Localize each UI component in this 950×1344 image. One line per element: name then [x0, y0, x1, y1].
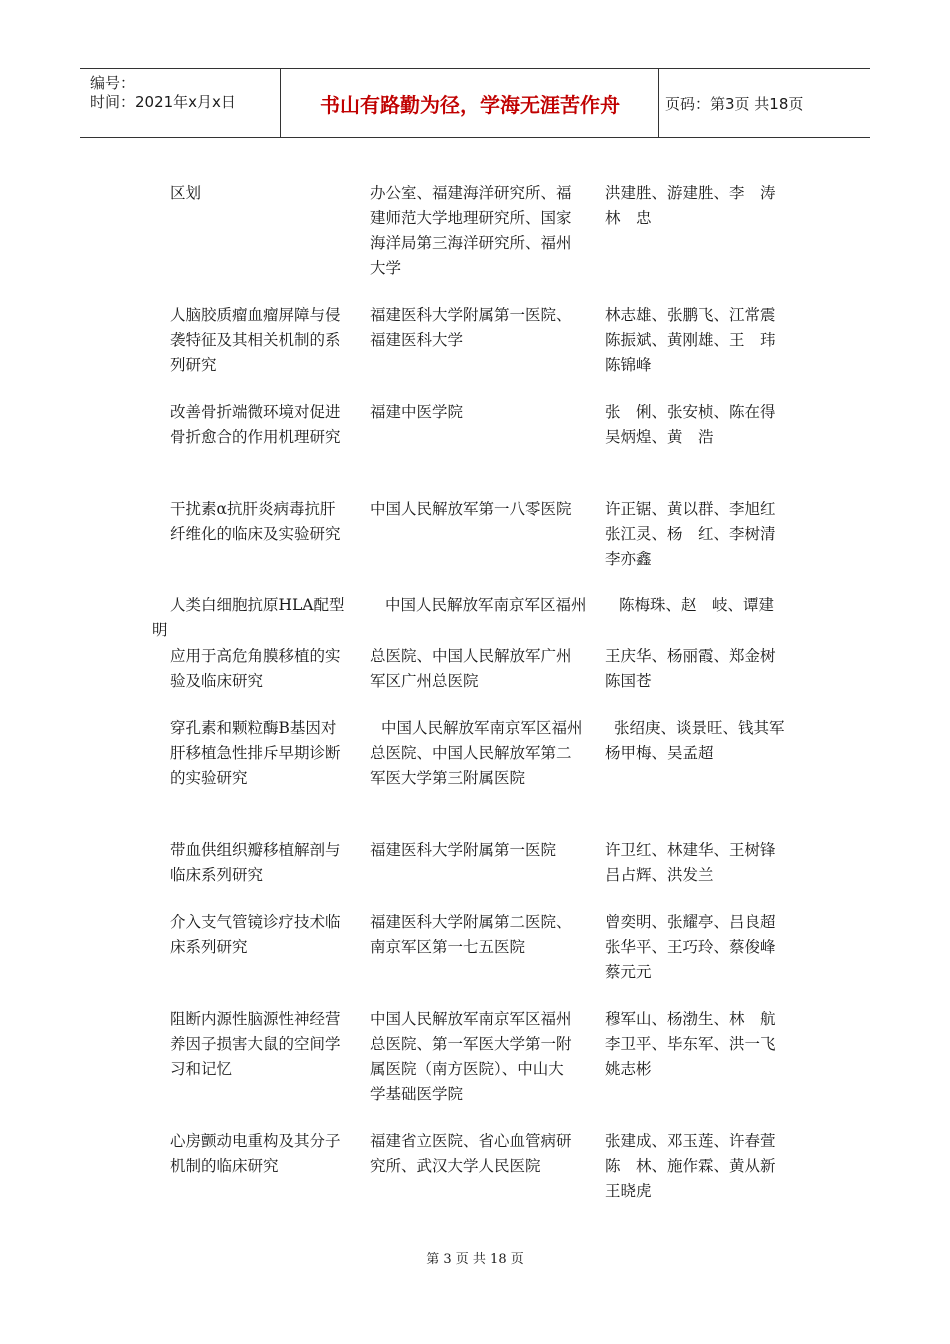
entry-people-line: 陈梅珠、赵 岐、谭建 — [619, 596, 775, 614]
header-page-label: 页码：第3页 共18页 — [665, 95, 804, 113]
entry-org: 办公室、福建海洋研究所、福 建师范大学地理研究所、国家 海洋局第三海洋研究所、福州 大学 — [370, 184, 572, 277]
entry-people: 曾奕明、张耀亭、吕良超 张华平、王巧玲、蔡俊峰 蔡元元 — [605, 913, 776, 981]
entry-people: 许卫红、林建华、王树锋 吕占辉、洪发兰 — [605, 841, 776, 884]
entry-org: 福建医科大学附属第二医院、 南京军区第一七五医院 — [370, 913, 572, 956]
entry-org: 福建医科大学附属第一医院、 福建医科大学 — [370, 306, 572, 349]
header-divider — [658, 69, 659, 137]
entry-org: 总医院、中国人民解放军第二 军医大学第三附属医院 — [370, 744, 572, 787]
entry-title: 区划 — [170, 184, 202, 202]
page-header — [80, 68, 870, 138]
date-label: 时间：2021年x月x日 — [90, 93, 236, 111]
header-motto: 书山有路勤为径，学海无涯苦作舟 — [320, 92, 620, 117]
entry-people: 洪建胜、游建胜、李 涛 林 忠 — [605, 184, 776, 227]
number-label: 编号： — [90, 74, 136, 92]
header-meta — [80, 69, 280, 137]
entry-title: 穿孔素和颗粒酶B基因对 肝移植急性排斥早期诊断 的实验研究 — [170, 719, 341, 787]
header-divider — [280, 69, 281, 137]
page-footer: 第 3 页 共 18 页 — [426, 1252, 524, 1267]
entry-people-line: 张绍庚、谈景旺、钱其军 — [614, 719, 785, 737]
entry-people: 张 俐、张安桢、陈在得 吴炳煌、黄 浩 — [605, 403, 776, 446]
entry-people: 林志雄、张鹏飞、江常震 陈振斌、黄刚雄、王 玮 陈锦峰 — [605, 306, 776, 374]
entry-org: 总医院、中国人民解放军广州 军区广州总医院 — [370, 647, 572, 690]
entry-title: 改善骨折端微环境对促进 骨折愈合的作用机理研究 — [170, 403, 341, 446]
entry-title: 介入支气管镜诊疗技术临 床系列研究 — [170, 913, 341, 956]
entry-people-line: 杨甲梅、吴孟超 — [605, 744, 714, 762]
entry-people: 穆军山、杨渤生、林 航 李卫平、毕东军、洪一飞 姚志彬 — [605, 1010, 776, 1078]
entry-title-line: 人类白细胞抗原HLA配型 — [170, 596, 345, 614]
entry-people: 王庆华、杨丽霞、郑金树 陈国苍 — [605, 647, 776, 690]
entry-org: 中国人民解放军南京军区福州 总医院、第一军医大学第一附 属医院（南方医院）、中山大 学基础医学院 — [370, 1010, 572, 1103]
entry-title: 应用于高危角膜移植的实 验及临床研究 — [170, 647, 341, 690]
entry-title: 带血供组织瓣移植解剖与 临床系列研究 — [170, 841, 341, 884]
entry-title: 干扰素α抗肝炎病毒抗肝 纤维化的临床及实验研究 — [170, 500, 341, 543]
entry-people: 许正锯、黄以群、李旭红 张江灵、杨 红、李树清 李亦鑫 — [605, 500, 776, 568]
entry-org: 福建医科大学附属第一医院 — [370, 841, 557, 859]
entry-org: 福建中医学院 — [370, 403, 464, 421]
entry-org-line: 中国人民解放军南京军区福州 — [381, 719, 583, 737]
entry-org-line: 中国人民解放军南京军区福州 — [385, 596, 587, 614]
entry-title: 阻断内源性脑源性神经营 养因子损害大鼠的空间学 习和记忆 — [170, 1010, 341, 1078]
entry-org: 中国人民解放军第一八零医院 — [370, 500, 572, 518]
entry-title: 心房颤动电重构及其分子 机制的临床研究 — [170, 1132, 341, 1175]
entry-people: 张建成、邓玉莲、许春萱 陈 林、施作霖、黄从新 王晓虎 — [605, 1132, 776, 1200]
entry-org: 福建省立医院、省心血管病研 究所、武汉大学人民医院 — [370, 1132, 572, 1175]
entry-title: 人脑胶质瘤血瘤屏障与侵 袭特征及其相关机制的系 列研究 — [170, 306, 341, 374]
entry-title-line: 明 — [152, 621, 168, 639]
